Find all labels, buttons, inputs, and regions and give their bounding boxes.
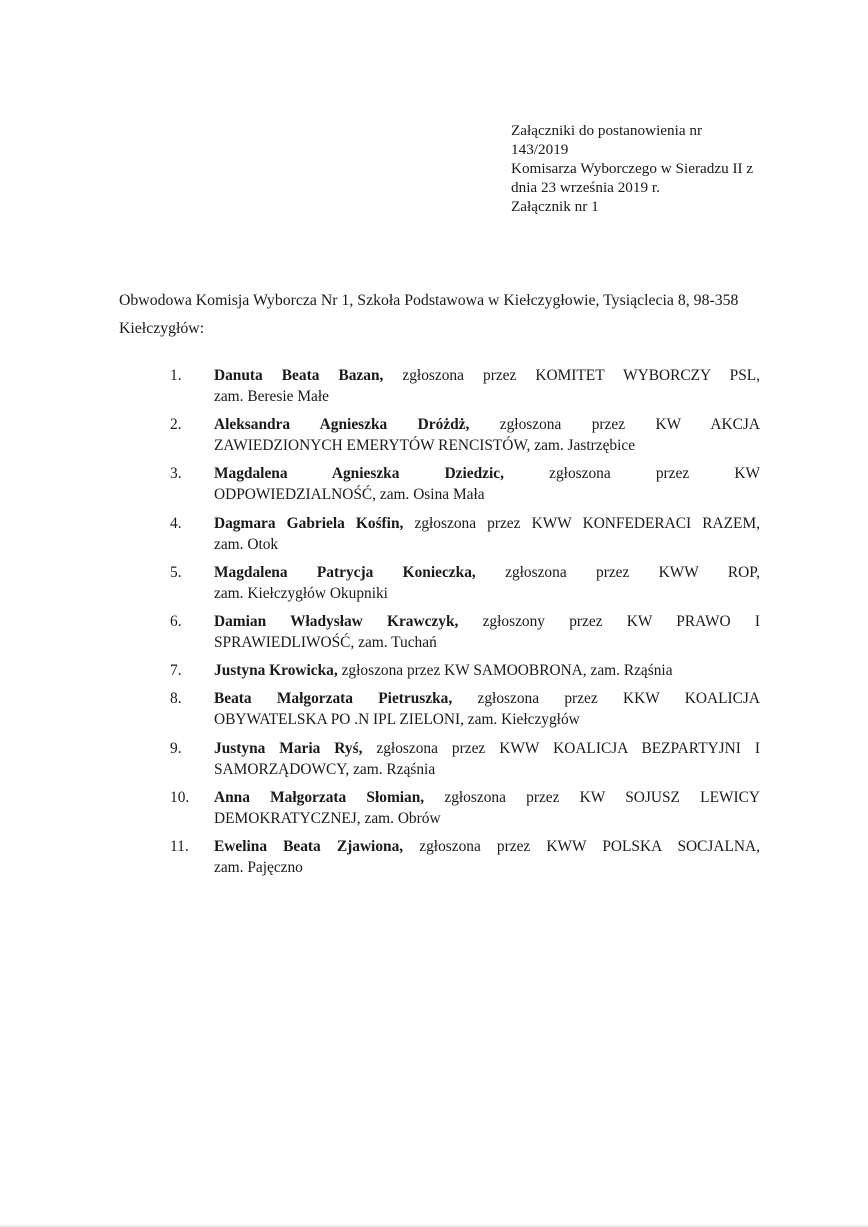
item-number: 2.	[170, 416, 182, 434]
item-line-1	[214, 738, 760, 759]
member-nomination: zgłoszona przez KWW KONFEDERACI RAZEM,	[414, 514, 760, 532]
member-name: Justyna Maria Ryś,	[214, 739, 363, 757]
commission-intro: Obwodowa Komisja Wyborcza Nr 1, Szkoła Podstawowa w Kiełczygłowie, Tysiąclecia 8, 98-358 Kiełczygłów:	[119, 292, 739, 337]
header-line: dnia 23 września 2019 r.	[511, 179, 660, 196]
item-line-1	[214, 562, 760, 583]
item-number: 11.	[170, 837, 189, 855]
member-name: Beata Małgorzata Pietruszka,	[214, 690, 453, 708]
item-number: 8.	[170, 690, 182, 708]
item-number: 1.	[170, 367, 182, 384]
members-list	[170, 365, 760, 885]
item-line-1	[214, 414, 760, 435]
item-line-1	[214, 463, 760, 484]
list-item	[170, 562, 760, 604]
list-item	[170, 660, 760, 681]
list-item	[170, 513, 760, 555]
member-residence: ZAWIEDZIONYCH EMERYTÓW RENCISTÓW, zam. Jastrzębice	[214, 437, 636, 455]
list-item	[170, 365, 760, 407]
list-item	[170, 611, 760, 653]
item-line-1	[214, 365, 760, 386]
member-residence: zam. Kiełczygłów Okupniki	[214, 584, 388, 602]
item-line-1	[214, 611, 760, 632]
member-residence: OBYWATELSKA PO .N IPL ZIELONI, zam. Kiełczygłów	[214, 711, 580, 729]
member-nomination: zgłoszona przez KW SOJUSZ LEWICY	[444, 788, 761, 806]
member-nomination: zgłoszona przez KW	[549, 465, 760, 483]
list-item	[170, 787, 760, 829]
member-name: Damian Władysław Krawczyk,	[214, 612, 459, 630]
header-line: Komisarza Wyborczego w Sieradzu II z	[511, 160, 754, 177]
member-name: Justyna Krowicka,	[214, 662, 338, 680]
member-residence: ODPOWIEDZIALNOŚĆ, zam. Osina Mała	[214, 486, 485, 504]
member-nomination: zgłoszona przez KW AKCJA	[499, 416, 760, 434]
item-number: 3.	[170, 465, 182, 483]
member-name: Aleksandra Agnieszka Dróżdż,	[214, 416, 470, 434]
item-number: 6.	[170, 612, 182, 630]
attachment-header	[511, 121, 811, 216]
item-number: 4.	[170, 514, 182, 532]
item-number: 5.	[170, 563, 182, 581]
member-residence: zam. Otok	[214, 535, 279, 553]
item-line-1	[214, 513, 760, 534]
member-name: Dagmara Gabriela Kośfin,	[214, 514, 404, 532]
header-line: Załączniki do postanowienia nr	[511, 122, 703, 139]
list-item	[170, 738, 760, 780]
member-nomination: zgłoszona przez KW SAMOOBRONA, zam. Rząśnia	[341, 662, 673, 680]
item-number: 10.	[170, 788, 190, 806]
member-name: Anna Małgorzata Słomian,	[214, 788, 425, 806]
member-residence: zam. Pajęczno	[214, 858, 303, 876]
item-number: 7.	[170, 662, 182, 680]
member-residence: zam. Beresie Małe	[214, 388, 329, 405]
member-nomination: zgłoszona przez KWW ROP,	[505, 563, 760, 581]
member-residence: DEMOKRATYCZNEJ, zam. Obrów	[214, 809, 441, 827]
header-line: Załącznik nr 1	[511, 198, 599, 215]
item-line-1	[214, 787, 760, 808]
member-name: Magdalena Agnieszka Dziedzic,	[214, 465, 504, 483]
member-nomination: zgłoszona przez KWW KOALICJA BEZPARTYJNI I	[376, 739, 760, 757]
list-item	[170, 836, 760, 878]
item-number: 9.	[170, 739, 182, 757]
member-name: Danuta Beata Bazan,	[214, 367, 384, 384]
member-name: Ewelina Beata Zjawiona,	[214, 837, 404, 855]
list-item	[170, 463, 760, 505]
member-residence: SAMORZĄDOWCY, zam. Rząśnia	[214, 760, 436, 778]
member-nomination: zgłoszony przez KW PRAWO I	[482, 612, 760, 630]
item-line-1	[214, 660, 760, 681]
list-item	[170, 688, 760, 730]
member-nomination: zgłoszona przez KWW POLSKA SOCJALNA,	[419, 837, 760, 855]
member-residence: SPRAWIEDLIWOŚĆ, zam. Tuchań	[214, 633, 437, 651]
item-line-1	[214, 836, 760, 857]
member-nomination: zgłoszona przez KKW KOALICJA	[477, 690, 760, 708]
member-name: Magdalena Patrycja Konieczka,	[214, 563, 476, 581]
list-item	[170, 414, 760, 456]
header-line: 143/2019	[511, 141, 569, 158]
item-line-1	[214, 688, 760, 709]
member-nomination: zgłoszona przez KOMITET WYBORCZY PSL,	[402, 367, 760, 384]
